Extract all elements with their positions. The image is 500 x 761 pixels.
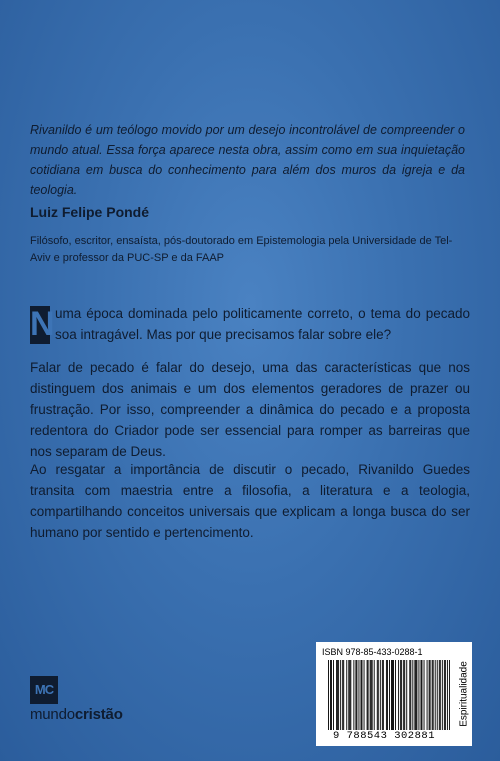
barcode-bar xyxy=(416,660,417,730)
barcode-bar xyxy=(401,660,402,730)
barcode-bar xyxy=(370,660,371,730)
barcode-bar xyxy=(372,660,373,730)
barcode-bar xyxy=(427,660,428,730)
barcode-bar xyxy=(403,660,404,730)
barcode-bar xyxy=(380,660,381,730)
barcode-bar xyxy=(439,660,440,730)
barcode-bar xyxy=(437,660,438,730)
genre-label: Espiritualidade xyxy=(458,661,470,727)
barcode-bar xyxy=(433,660,434,730)
barcode-bar xyxy=(356,660,357,730)
barcode-panel xyxy=(316,642,456,746)
barcode-bar xyxy=(435,660,436,730)
barcode-bar xyxy=(368,660,369,730)
barcode-bar xyxy=(382,660,383,730)
blurb-paragraph-1-text: uma época dominada pelo politicamente correto, o tema do pecado soa intragável. Mas por que precisamos falar sobre ele? xyxy=(55,306,470,342)
barcode-bar xyxy=(422,660,423,730)
blurb-paragraph-3: Ao resgatar a importância de discutir o pecado, Rivanildo Guedes transita com maestria entre a filosofia, a literatura e a teologia, compartilhando conceitos universais que explicam a longa busca do ser humano por sentido e pertencimento. xyxy=(30,462,470,540)
barcode-bar xyxy=(337,660,338,730)
barcode-bar xyxy=(430,660,431,730)
barcode-bar xyxy=(445,660,446,730)
barcode-bar xyxy=(447,660,448,730)
barcode-bar xyxy=(361,660,362,730)
barcode-bar xyxy=(440,660,441,730)
barcode-bar xyxy=(346,660,347,730)
barcode-bar xyxy=(362,660,363,730)
isbn-label: ISBN 978-85-433-0288-1 xyxy=(322,647,423,657)
barcode-bar xyxy=(386,660,387,730)
barcode-bar xyxy=(331,660,332,730)
endorsement-author: Luiz Felipe Pondé xyxy=(30,204,150,220)
barcode-bar xyxy=(406,660,407,730)
barcode-bar xyxy=(338,660,339,730)
barcode-bar xyxy=(336,660,337,730)
publisher-name xyxy=(30,706,123,723)
barcode-bar xyxy=(349,660,350,730)
barcode-bar xyxy=(350,660,351,730)
barcode-bar xyxy=(409,660,410,730)
barcode-bar xyxy=(424,660,425,730)
barcode-bar xyxy=(398,660,399,730)
endorsement-author-bio: Filósofo, escritor, ensaísta, pós-doutorado em Epistemologia pela Universidade de Tel-Aviv e professor da PUC-SP e da FAAP xyxy=(30,235,453,264)
barcode-bar xyxy=(333,660,334,730)
blurb-paragraph-1 xyxy=(30,303,470,345)
barcode-bar xyxy=(383,660,384,730)
barcode-bar xyxy=(418,660,419,730)
barcode-bar xyxy=(429,660,430,730)
publisher-name-part-2: cristão xyxy=(74,706,123,723)
barcode-bar xyxy=(410,660,411,730)
barcode-bar xyxy=(328,660,329,730)
barcode-bar xyxy=(449,660,450,730)
barcode-bar xyxy=(412,660,413,730)
barcode-bar xyxy=(389,660,390,730)
barcode-bar xyxy=(395,660,396,730)
barcode-bar xyxy=(378,660,379,730)
barcode-bar xyxy=(377,660,378,730)
barcode-bar xyxy=(342,660,343,730)
barcode-bar xyxy=(374,660,375,730)
barcode-bar xyxy=(442,660,443,730)
barcode-bar xyxy=(415,660,416,730)
barcode-bar xyxy=(392,660,393,730)
barcode-digits: 9 788543 302881 xyxy=(332,730,435,742)
barcode-bar xyxy=(400,660,401,730)
barcode-bar xyxy=(353,660,354,730)
barcode-icon xyxy=(328,660,450,730)
barcode-bar xyxy=(355,660,356,730)
publisher-logo-icon: MC xyxy=(30,676,58,704)
barcode-bar xyxy=(387,660,388,730)
barcode-bar xyxy=(330,660,331,730)
barcode-bar xyxy=(421,660,422,730)
barcode-bar xyxy=(359,660,360,730)
barcode-bar xyxy=(348,660,349,730)
barcode-bar xyxy=(367,660,368,730)
barcode-bar xyxy=(414,660,415,730)
barcode-bar xyxy=(364,660,365,730)
blurb-paragraph-2: Falar de pecado é falar do desejo, uma das características que nos distinguem dos animais e um dos elementos geradores de prazer ou frustração. Por isso, compreender a dinâmica do pecado e a proposta redentora do Criador pode ser essencial para romper as barreiras que nos separam de Deus. xyxy=(30,360,470,459)
endorsement-quote: Rivanildo é um teólogo movido por um desejo incontrolável de compreender o mundo atual. Essa força aparece nesta obra, assim como em sua inquietação cotidiana em busca do conhecimento para além dos muros da igreja e da teologia. xyxy=(30,123,465,197)
barcode-bar xyxy=(404,660,405,730)
barcode-bar xyxy=(444,660,445,730)
barcode-bar xyxy=(432,660,433,730)
barcode-bar xyxy=(393,660,394,730)
drop-cap: N xyxy=(30,305,55,343)
barcode-bar xyxy=(371,660,372,730)
barcode-bar xyxy=(391,660,392,730)
barcode-bar xyxy=(340,660,341,730)
publisher-name-part-1: mundo xyxy=(30,706,75,723)
barcode-bar xyxy=(343,660,344,730)
